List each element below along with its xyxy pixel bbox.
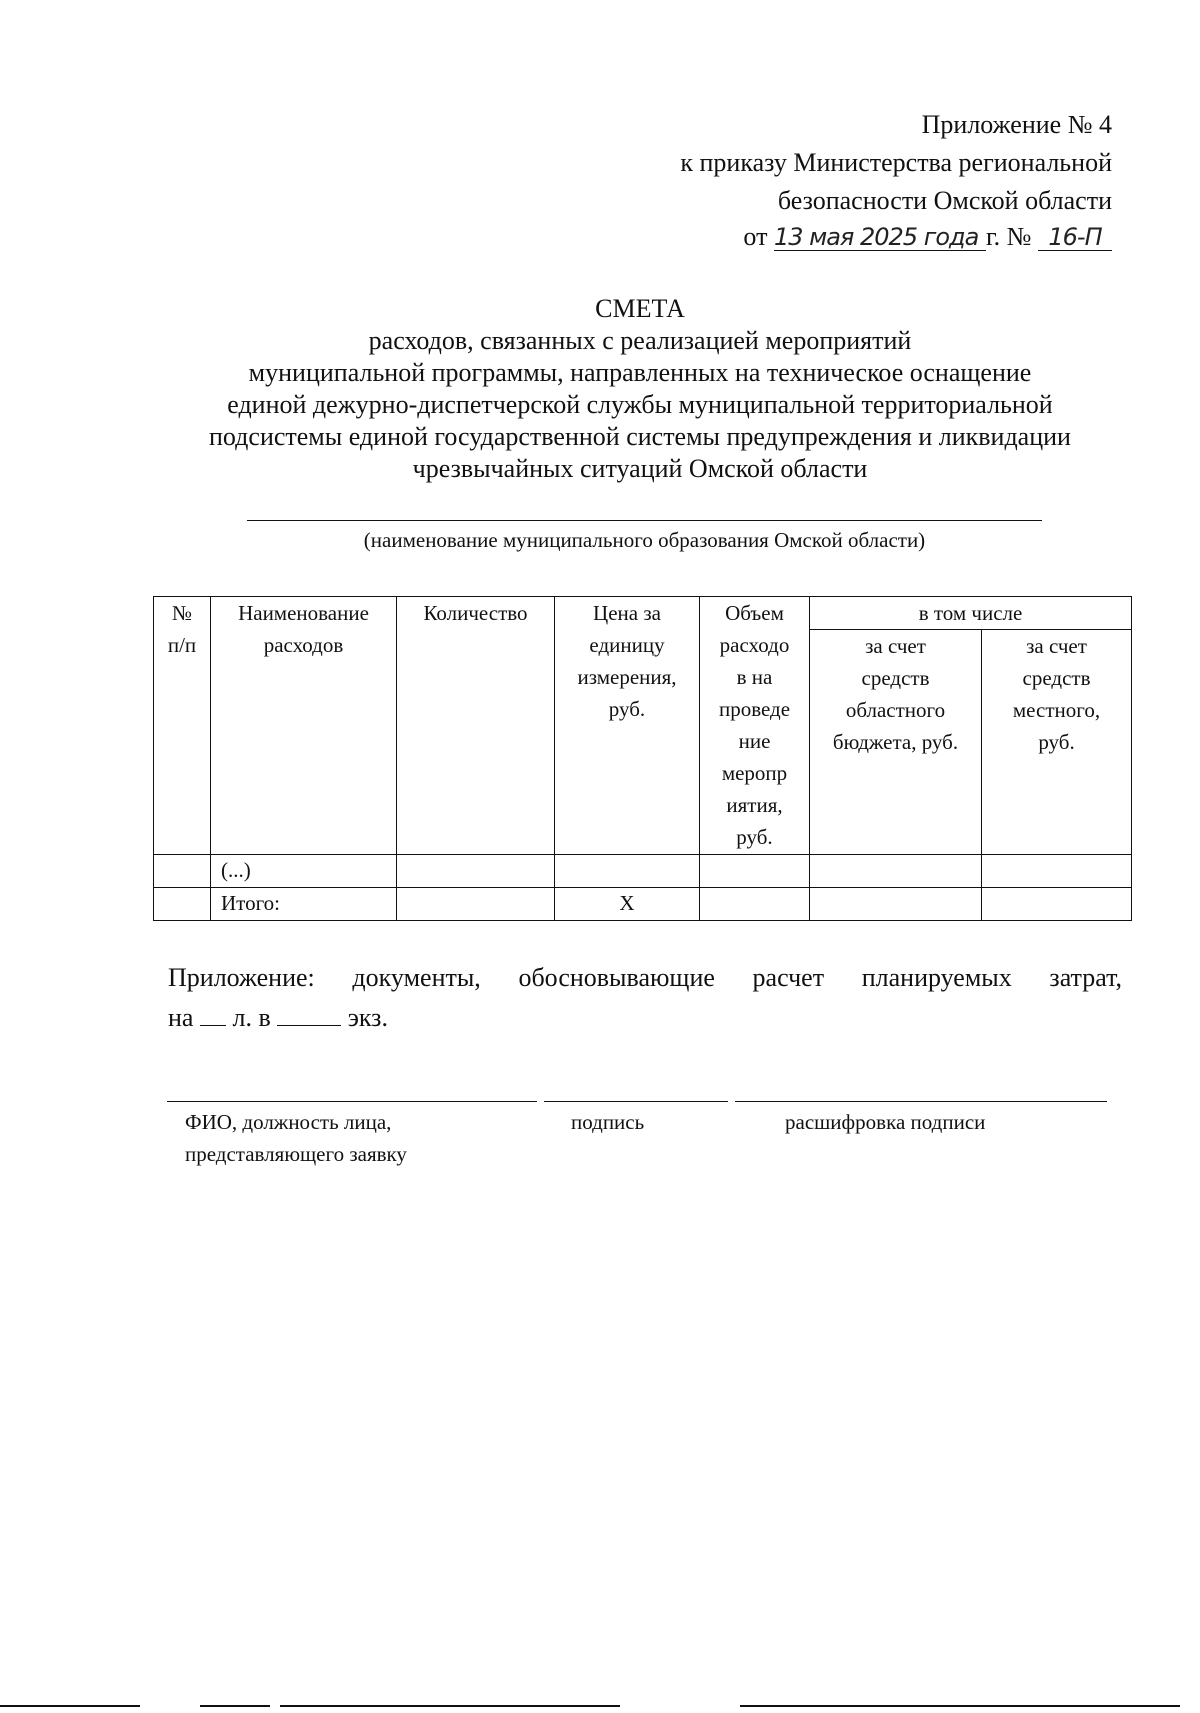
cell-regional[interactable]: [810, 855, 982, 888]
cell-num[interactable]: [154, 855, 211, 888]
order-date-number: [743, 220, 1112, 253]
cell-volume[interactable]: [700, 855, 810, 888]
scan-edge-artifact: [280, 1705, 620, 1707]
municipality-caption: (наименование муниципального образования Омской области): [363, 528, 926, 552]
note-word: документы,: [352, 963, 481, 992]
cell-qty[interactable]: [397, 888, 555, 921]
subtitle-line: подсистемы единой государственной системы предупреждения и ликвидации: [209, 422, 1071, 451]
appendix-note-sheets: [168, 998, 1122, 1038]
signature-caption: подпись: [571, 1110, 645, 1134]
fio-signature-line[interactable]: [167, 1101, 537, 1102]
table-row-total: [154, 888, 1132, 921]
estimate-table: [153, 596, 1132, 921]
signature-line[interactable]: [544, 1101, 728, 1102]
subtitle-line: единой дежурно-диспетчерской службы муниципальной территориальной: [227, 390, 1053, 419]
from-label: от: [743, 222, 768, 251]
col-header-qty: Количество: [397, 597, 555, 855]
cell-num[interactable]: [154, 888, 211, 921]
cell-price[interactable]: [555, 855, 700, 888]
col-header-local: за счет средств местного, руб.: [982, 630, 1132, 855]
document-subtitle: [140, 325, 1140, 485]
subtitle-line: муниципальной программы, направленных на техническое оснащение: [248, 358, 1032, 387]
order-reference: к приказу Министерства региональной: [680, 148, 1112, 177]
col-header-price: Цена за единицу измерения, руб.: [555, 597, 700, 855]
handwritten-date: 13 мая 2025 года: [774, 224, 986, 251]
handwritten-order-number: 16-П: [1038, 224, 1112, 251]
fio-caption: [185, 1106, 407, 1170]
note-word: расчет: [752, 963, 825, 992]
scan-edge-artifact: [0, 1705, 140, 1707]
cell-price: X: [555, 888, 700, 921]
note-word: планируемых: [861, 963, 1012, 992]
cell-local[interactable]: [982, 888, 1132, 921]
year-number-label: г. №: [985, 222, 1032, 251]
col-header-name: Наименование расходов: [211, 597, 397, 855]
sheets-count-blank[interactable]: [200, 1001, 226, 1026]
note-word: затрат,: [1049, 963, 1123, 992]
col-header-regional: за счет средств областного бюджета, руб.: [810, 630, 982, 855]
cell-name[interactable]: (...): [211, 855, 397, 888]
signature-decoding-line[interactable]: [735, 1101, 1107, 1102]
col-header-group: в том числе: [810, 597, 1132, 630]
copies-count-blank[interactable]: [277, 1001, 341, 1026]
subtitle-line: расходов, связанных с реализацией мероприятий: [368, 326, 912, 355]
note-word: Приложение:: [168, 963, 315, 992]
cell-regional[interactable]: [810, 888, 982, 921]
decoding-caption: расшифровка подписи: [785, 1110, 986, 1134]
appendix-number: Приложение № 4: [921, 110, 1112, 139]
municipality-fill-line[interactable]: [247, 520, 1042, 521]
appendix-note: [168, 958, 1122, 998]
cell-qty[interactable]: [397, 855, 555, 888]
cell-local[interactable]: [982, 855, 1132, 888]
col-header-num: № п/п: [154, 597, 211, 855]
subtitle-line: чрезвычайных ситуаций Омской области: [412, 454, 868, 483]
ministry-name: безопасности Омской области: [777, 186, 1112, 215]
scan-edge-artifact: [200, 1705, 270, 1707]
note-word: обосновывающие: [518, 963, 715, 992]
note-sheets: л. в: [232, 1003, 271, 1032]
col-header-volume: Объем расходо в на проведе ние меропр иятия, руб.: [700, 597, 810, 855]
scan-edge-artifact: [740, 1705, 1180, 1707]
table-row: [154, 855, 1132, 888]
document-title: СМЕТА: [595, 294, 685, 323]
cell-name: Итого:: [211, 888, 397, 921]
cell-volume[interactable]: [700, 888, 810, 921]
fio-caption-line: представляющего заявку: [185, 1142, 407, 1166]
note-copies: экз.: [347, 1003, 388, 1032]
note-na: на: [168, 1003, 194, 1032]
fio-caption-line: ФИО, должность лица,: [185, 1110, 392, 1134]
